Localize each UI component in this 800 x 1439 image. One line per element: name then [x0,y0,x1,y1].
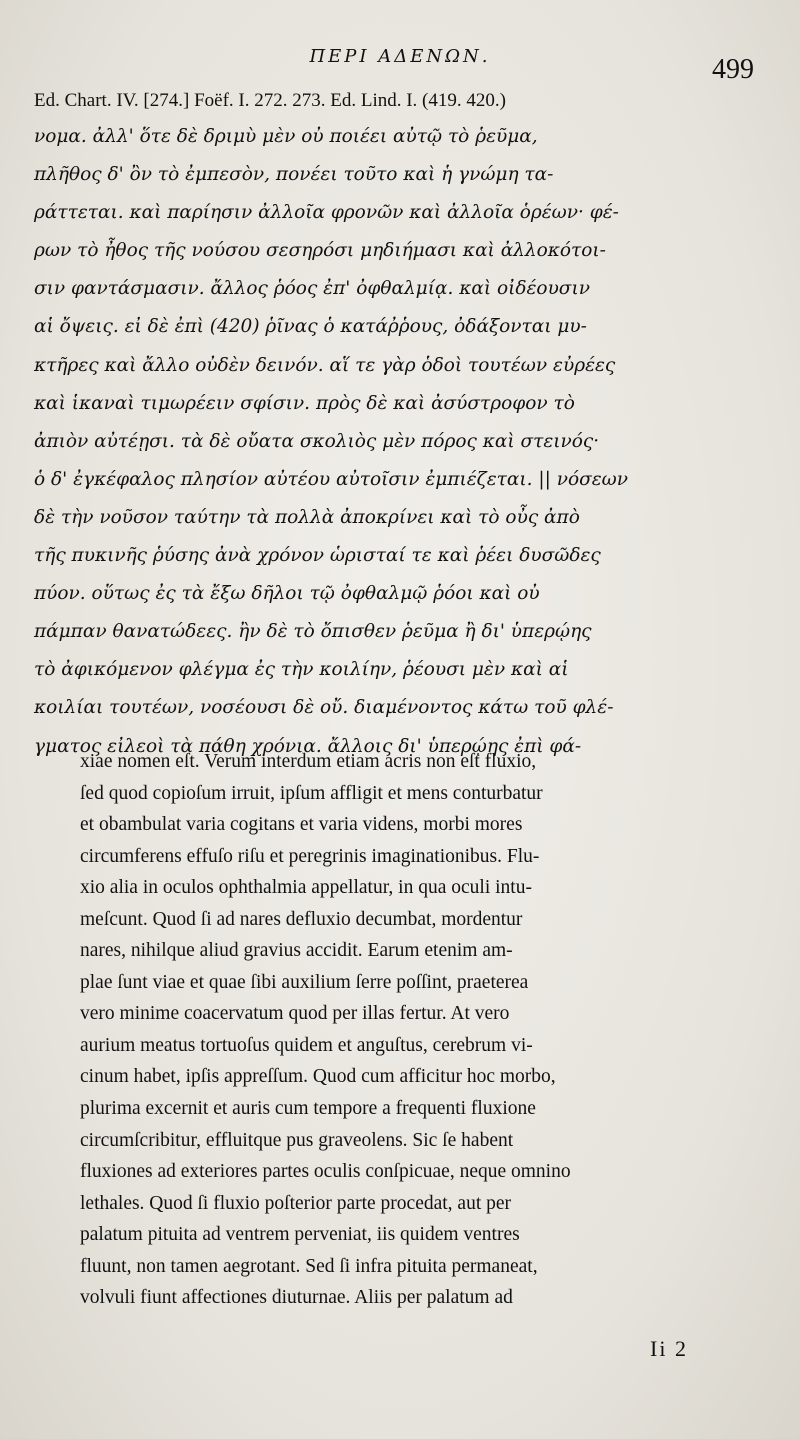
page-number: 499 [712,54,754,85]
latin-line: fluunt, non tamen aegrotant. Sed ſi infra pituita permaneat, [80,1255,538,1277]
latin-line: aurium meatus tortuoſus quidem et anguſtus, cerebrum vi- [80,1034,533,1056]
greek-line: κτῆρες καὶ ἄλλο οὐδὲν δεινόν. αἵ τε γὰρ ὁδοὶ τουτέων εὐρέες [34,354,616,376]
greek-line: δὲ τὴν νοῦσον ταύτην τὰ πολλὰ ἀποκρίνει καὶ τὸ οὖς ἀπὸ [34,506,580,528]
greek-line: τὸ ἀφικόμενον φλέγμα ἐς τὴν κοιλίην, ῥέουσι μὲν καὶ αἱ [34,659,569,681]
edition-reference-line: Ed. Chart. IV. [274.] Foëf. I. 272. 273. Ed. Lind. I. (419. 420.) [34,90,506,111]
latin-line: xio alia in oculos ophthalmia appellatur, in qua oculi intu- [80,877,532,899]
signature-mark: Ii 2 [650,1336,688,1361]
latin-line: plae ſunt viae et quae ſibi auxilium ſerre poſſint, praeterea [80,971,529,993]
greek-line: ὁ δ' ἐγκέφαλος πλησίον αὐτέου αὐτοῖσιν ἐμπιέζεται. || νόσεων [34,468,628,490]
greek-line: πλῆθος δ' ὂν τὸ ἐμπεσὸν, πονέει τοῦτο καὶ ἡ γνώμη τα- [34,164,554,186]
latin-line: plurima excernit et auris cum tempore a frequenti fluxione [80,1098,536,1120]
greek-line: ρων τὸ ἦθος τῆς νούσου σεσηρόσι μηδιήμασι καὶ ἀλλοκότοι- [34,240,606,262]
greek-line: τῆς πυκινῆς ῥύσης ἀνὰ χρόνον ὡρισταί τε καὶ ῥέει δυσῶδες [34,545,601,567]
greek-line: κοιλίαι τουτέων, νοσέουσι δὲ οὔ. διαμένοντος κάτω τοῦ φλέ- [34,697,614,719]
latin-line: circumferens effuſo riſu et peregrinis imaginationibus. Flu- [80,845,540,867]
greek-line: αἱ ὄψεις. εἰ δὲ ἐπὶ (420) ῥῖνας ὁ κατάῤῥους, ὀδάξονται μυ- [34,316,587,338]
latin-line: lethales. Quod ſi fluxio poſterior parte procedat, aut per [80,1192,512,1214]
running-head: ΠΕΡΙ ΑΔΕΝΩΝ. [309,46,491,67]
greek-line: πάμπαν θανατώδεες. ἢν δὲ τὸ ὄπισθεν ῥεῦμα ἢ δι' ὑπερῴης [34,621,592,643]
latin-line: cinum habet, ipſis appreſſum. Quod cum afficitur hoc morbo, [80,1066,556,1088]
greek-line: καὶ ἱκαναὶ τιμωρέειν σφίσιν. πρὸς δὲ καὶ ἀσύστροφον τὸ [34,392,575,414]
latin-line: circumſcribitur, effluitque pus graveolens. Sic ſe habent [80,1129,514,1151]
latin-text-block [80,746,730,1314]
greek-line: νομα. ἀλλ' ὅτε δὲ δριμὺ μὲν οὐ ποιέει αὐτῷ τὸ ῥεῦμα, [34,126,538,147]
latin-line: nares, nihilque aliud gravius accidit. Earum etenim am- [80,940,513,962]
latin-line: et obambulat varia cogitans et varia videns, morbi mores [80,814,523,836]
latin-line: meſcunt. Quod ſi ad nares defluxio decumbat, mordentur [80,908,523,930]
latin-line: volvuli fiunt affectiones diuturnae. Aliis per palatum ad [80,1287,513,1309]
latin-line: ſed quod copioſum irruit, ipſum affligit et mens conturbatur [80,782,543,804]
greek-line: σιν φαντάσμασιν. ἄλλος ῥόος ἐπ' ὀφθαλμίᾳ. καὶ οἰδέουσιν [34,278,590,300]
latin-line: palatum pituita ad ventrem perveniat, iis quidem ventres [80,1224,520,1246]
greek-line: πύον. οὕτως ἐς τὰ ἔξω δῆλοι τῷ ὀφθαλμῷ ῥόοι καὶ οὐ [34,583,540,605]
latin-line: vero minime coacervatum quod per illas fertur. At vero [80,1003,510,1025]
latin-line: xiae nomen eſt. Verum interdum etiam acris non eſt fluxio, [80,751,537,772]
greek-line: γματος εἰλεοὶ τὰ πάθη χρόνια. ἄλλοις δι' ὑπερῴης ἐπὶ φά- [34,735,582,757]
greek-text-block [34,118,724,766]
greek-line: ἀπιὸν αὐτέῃσι. τὰ δὲ οὔατα σκολιὸς μὲν πόρος καὶ στεινός· [34,430,600,452]
greek-line: ράττεται. καὶ παρίησιν ἀλλοῖα φρονῶν καὶ ἀλλοῖα ὁρέων· φέ- [34,202,619,224]
latin-line: fluxiones ad exteriores partes oculis conſpicuae, neque omnino [80,1161,571,1183]
